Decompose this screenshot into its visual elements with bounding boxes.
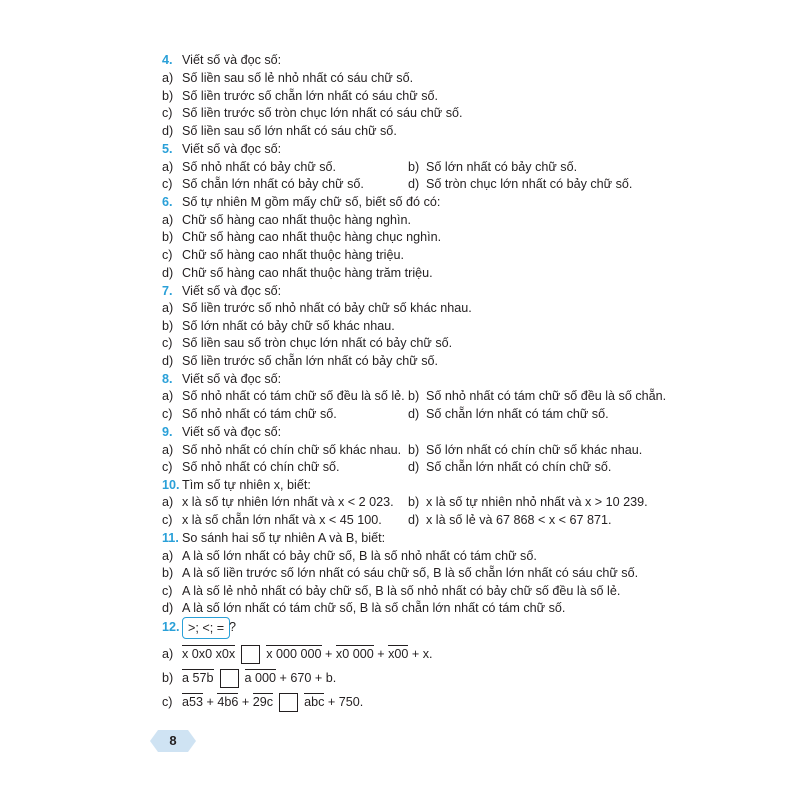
exercise-title: Viết số và đọc số: bbox=[182, 53, 282, 67]
comparison-symbols-box: >; <; = bbox=[182, 617, 230, 639]
exercise-10-row-2: c) x là số chẵn lớn nhất và x < 45 100. d) x là số lẻ và 67 868 < x < 67 871. bbox=[162, 513, 612, 527]
textbook-page: 4. Viết số và đọc số: a) Số liền sau số lẻ nhỏ nhất có sáu chữ số. b) Số liền trước số chẵn lớn nhất có sáu chữ số. c) Số liền trước số tròn chục lớn nhất có sáu chữ số. d) Số liền sau số lớn nhất có sáu chữ số. 5. Viết số và đọc số: a) Số nhỏ nhất có bảy chữ số. b) Số lớn nhất có bảy chữ số. c) Số chẵn lớn nhất có bảy chữ số. d) Số tròn chục lớn nhất có bảy chữ số. 6. Số tự nhiên M gồm mấy chữ số, biết số đó có: a) Chữ số hàng cao nhất thuộc hàng nghìn. b) Chữ số hàng cao nhất thuộc hàng chục nghìn. c) Chữ số hàng cao nhất thuộc hàng triệu. d) Chữ số hàng cao nhất thuộc hàng trăm triệu. 7. Viết số và đọc số: a) Số liền trước số nhỏ nhất có bảy chữ số khác nhau. b) Số lớn nhất có bảy chữ số khác nhau. c) Số liền sau số tròn chục lớn nhất có bảy chữ số. d) Số liền trước số chẵn lớn nhất có bảy chữ số. 8. Viết số và đọc số: a) Số nhỏ nhất có tám chữ số đều là số lẻ. b) Số nhỏ nhất có tám chữ số đều là số chẵn. c) Số nhỏ nhất có tám chữ số. d) Số chẵn lớn nhất có tám chữ số. 9. Viết số và đọc số: a) Số nhỏ nhất có chín chữ số khác nhau. b) Số lớn nhất có chín chữ số khác nhau. c) Số nhỏ nhất có chín chữ số. d) Số chẵn lớn nhất có chín chữ số. 10. Tìm số tự nhiên x, biết: a) x là số tự nhiên lớn nhất và x < 2 023. b) x là số tự nhiên nhỏ nhất và x > 10 239. c) x là số chẵn lớn nhất và x < 45 100. d) x là số lẻ và 67 868 < x < 67 871. 11. So sánh hai số tự nhiên A và B, biết: a) A là số lớn nhất có bảy chữ số, B là số nhỏ nhất có tám chữ số. b) A là số liền trước số lớn nhất có sáu chữ số, B là số chẵn lớn nhất có sáu chữ số. c) A là số lẻ nhỏ nhất có bảy chữ số, B là số nhỏ nhất có bảy chữ số đều là số lẻ. d) A là số lớn nhất có tám chữ số, B là số chẵn lớn nhất có tám chữ số. 12. >; <; = ? a) x 0x0 x0x x 000 000 + x0 000 + x00 + x. b) a 57b a 000 + 670 + b. c) a53 + 4b6 + 29c abc + 750. 8 bbox=[0, 0, 800, 800]
question-mark: ? bbox=[229, 620, 237, 634]
page-number-badge bbox=[150, 730, 196, 752]
page-number: 8 bbox=[169, 733, 177, 748]
exercise-10-row-1: a) x là số tự nhiên lớn nhất và x < 2 023. b) x là số tự nhiên nhỏ nhất và x > 10 239. bbox=[162, 495, 648, 509]
exercise-8-row-1: a) Số nhỏ nhất có tám chữ số đều là số lẻ. b) Số nhỏ nhất có tám chữ số đều là số chẵn. bbox=[162, 389, 667, 403]
exercise-5-row-2: c) Số chẵn lớn nhất có bảy chữ số. d) Số tròn chục lớn nhất có bảy chữ số. bbox=[162, 177, 633, 191]
exercise-5-row-1: a) Số nhỏ nhất có bảy chữ số. b) Số lớn nhất có bảy chữ số. bbox=[162, 160, 578, 174]
answer-box[interactable] bbox=[279, 693, 298, 712]
exercise-8-row-2: c) Số nhỏ nhất có tám chữ số. d) Số chẵn lớn nhất có tám chữ số. bbox=[162, 407, 609, 421]
exercise-9-row-1: a) Số nhỏ nhất có chín chữ số khác nhau. b) Số lớn nhất có chín chữ số khác nhau. bbox=[162, 443, 643, 457]
answer-box[interactable] bbox=[241, 645, 260, 664]
exercise-9-row-2: c) Số nhỏ nhất có chín chữ số. d) Số chẵn lớn nhất có chín chữ số. bbox=[162, 460, 612, 474]
exercise-number: 4. bbox=[162, 53, 173, 67]
answer-box[interactable] bbox=[220, 669, 239, 688]
overlined-number: x 0x0 x0x bbox=[182, 647, 236, 661]
